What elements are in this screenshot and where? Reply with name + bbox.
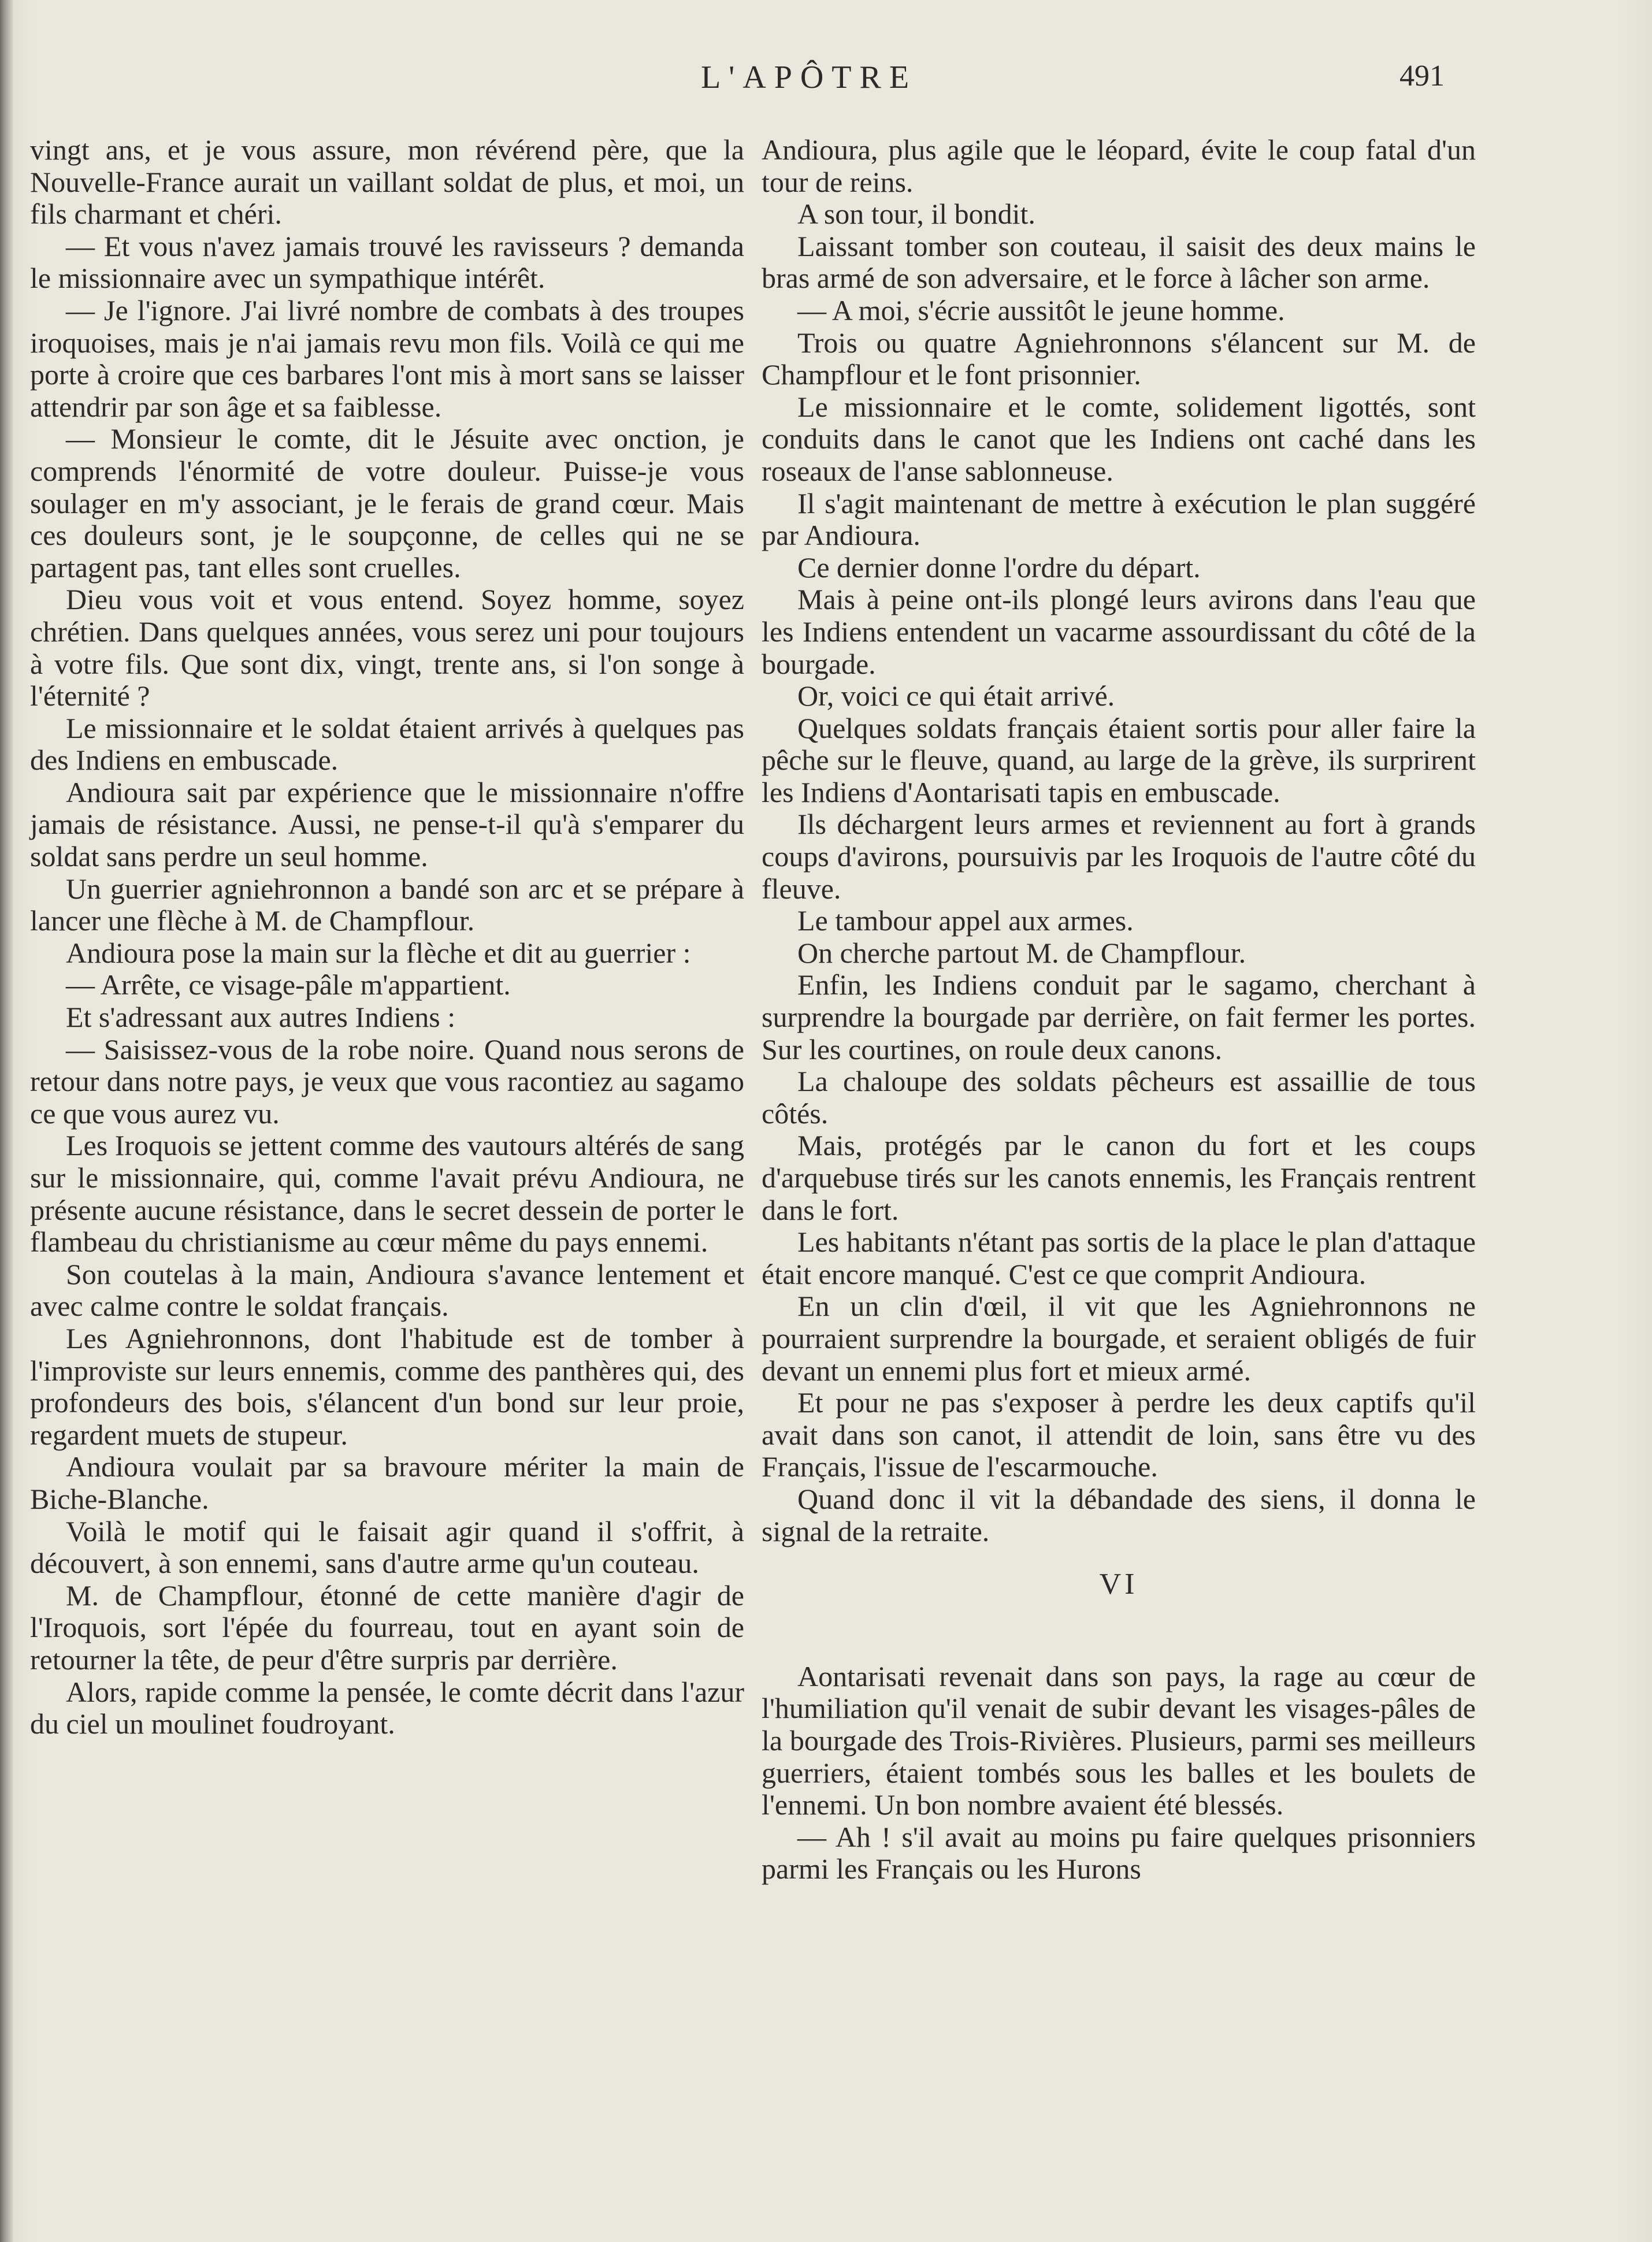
paragraph: — Saisissez-vous de la robe noire. Quand nous serons de retour dans notre pays, je veux que vous racontiez au sagamo ce que vous aurez vu. xyxy=(30,1033,744,1130)
paragraph: vingt ans, et je vous assure, mon révérend père, que la Nouvelle-France aurait un vaillant soldat de plus, et moi, un fils charmant et chéri. xyxy=(30,133,744,231)
paragraph: M. de Champflour, étonné de cette manière d'agir de l'Iroquois, sort l'épée du fourreau, tout en ayant soin de retourner la tête, de peur d'être surpris par derrière. xyxy=(30,1579,744,1676)
page-number: 491 xyxy=(1399,60,1445,92)
paragraph: — Ah ! s'il avait au moins pu faire quelques prisonniers parmi les Français ou les Hurons xyxy=(762,1820,1476,1885)
paragraph: Mais à peine ont-ils plongé leurs avirons dans l'eau que les Indiens entendent un vacarme assourdissant du côté de la bourgade. xyxy=(762,583,1476,680)
paragraph: — Arrête, ce visage-pâle m'appartient. xyxy=(66,968,511,1001)
paragraph: Et pour ne pas s'exposer à perdre les deux captifs qu'il avait dans son canot, il attendit de loin, sans être vu des Français, l'issue de l'escarmouche. xyxy=(762,1386,1476,1483)
book-spine-edge xyxy=(0,0,13,2242)
paragraph: Il s'agit maintenant de mettre à exécution le plan suggéré par Andioura. xyxy=(762,487,1476,552)
paragraph: Les Iroquois se jettent comme des vautours altérés de sang sur le missionnaire, qui, comme l'avait prévu Andioura, ne présente aucune résistance, dans le secret dessein de porter le flambeau du christianisme au cœur même du pays ennemi. xyxy=(30,1129,744,1259)
paragraph: Le missionnaire et le comte, solidement ligottés, sont conduits dans le canot que les Indiens ont caché dans les roseaux de l'anse sablonneuse. xyxy=(762,390,1476,487)
paragraph: Andioura pose la main sur la flèche et dit au guerrier : xyxy=(66,936,691,969)
left-column xyxy=(30,134,744,1740)
paragraph: On cherche partout M. de Champflour. xyxy=(797,936,1246,969)
paragraph: Or, voici ce qui était arrivé. xyxy=(797,680,1115,712)
paragraph: Le missionnaire et le soldat étaient arrivés à quelques pas des Indiens en embuscade. xyxy=(30,711,744,777)
paragraph: Les Agniehronnons, dont l'habitude est de tomber à l'improviste sur leurs ennemis, comme des panthères qui, des profondeurs des bois, s'élancent d'un bond sur leur proie, regardent muets de stupeur. xyxy=(30,1322,744,1451)
paragraph: Quand donc il vit la débandade des siens, il donna le signal de la retraite. xyxy=(762,1482,1476,1547)
paragraph: La chaloupe des soldats pêcheurs est assaillie de tous côtés. xyxy=(762,1065,1476,1130)
paragraph: En un clin d'œil, il vit que les Agniehronnons ne pourraient surprendre la bourgade, et seraient obligés de fuir devant un ennemi plus fort et mieux armé. xyxy=(762,1290,1476,1387)
paragraph: Andioura, plus agile que le léopard, évite le coup fatal d'un tour de reins. xyxy=(762,133,1476,198)
paragraph: — Monsieur le comte, dit le Jésuite avec onction, je comprends l'énormité de votre douleur. Puisse-je vous soulager en m'y associant, je le ferais de grand cœur. Mais ces douleurs sont, je le soupçonne, de celles qui ne se partagent pas, tant elles sont cruelles. xyxy=(30,422,744,584)
paragraph: — Je l'ignore. J'ai livré nombre de combats à des troupes iroquoises, mais je n'ai jamais revu mon fils. Voilà ce qui me porte à croire que ces barbares l'ont mis à mort sans se laisser attendrir par son âge et sa faiblesse. xyxy=(30,294,744,423)
paragraph: Quelques soldats français étaient sortis pour aller faire la pêche sur le fleuve, quand, au large de la grève, ils surprirent les Indiens d'Aontarisati tapis en embuscade. xyxy=(762,711,1476,808)
right-column xyxy=(762,134,1476,1885)
paragraph: Voilà le motif qui le faisait agir quand il s'offrit, à découvert, à son ennemi, sans d'autre arme qu'un couteau. xyxy=(30,1515,744,1580)
paragraph: Trois ou quatre Agniehronnons s'élancent sur M. de Champflour et le font prisonnier. xyxy=(762,326,1476,391)
paragraph: Alors, rapide comme la pensée, le comte décrit dans l'azur du ciel un moulinet foudroyant. xyxy=(30,1675,744,1740)
paragraph: Un guerrier agniehronnon a bandé son arc et se prépare à lancer une flèche à M. de Champflour. xyxy=(30,872,744,937)
section-heading: VI xyxy=(1099,1568,1138,1601)
paragraph: Ils déchargent leurs armes et reviennent au fort à grands coups d'avirons, poursuivis par les Iroquois de l'autre côté du fleuve. xyxy=(762,808,1476,905)
paragraph: A son tour, il bondit. xyxy=(797,198,1035,231)
running-title: L'APÔTRE xyxy=(700,60,918,95)
paragraph: Le tambour appel aux armes. xyxy=(797,904,1134,937)
paragraph: Aontarisati revenait dans son pays, la rage au cœur de l'humiliation qu'il venait de subir devant les visages-pâles de la bourgade des Trois-Rivières. Plusieurs, parmi ses meilleurs guerriers, étaient tombés sous les balles et les boulets de l'ennemi. Un bon nombre avaient été blessés. xyxy=(762,1660,1476,1821)
page-header xyxy=(35,53,1583,105)
paragraph: Dieu vous voit et vous entend. Soyez homme, soyez chrétien. Dans quelques années, vous serez uni pour toujours à votre fils. Que sont dix, vingt, trente ans, si l'on songe à l'éternité ? xyxy=(30,583,744,712)
paragraph: — Et vous n'avez jamais trouvé les ravisseurs ? demanda le missionnaire avec un sympathique intérêt. xyxy=(30,229,744,295)
paragraph: Enfin, les Indiens conduit par le sagamo, cherchant à surprendre la bourgade par derrière, on fait fermer les portes. Sur les courtines, on roule deux canons. xyxy=(762,968,1476,1066)
paragraph: Laissant tomber son couteau, il saisit des deux mains le bras armé de son adversaire, et le force à lâcher son arme. xyxy=(762,229,1476,295)
paragraph: Son coutelas à la main, Andioura s'avance lentement et avec calme contre le soldat français. xyxy=(30,1257,744,1323)
paragraph: Andioura sait par expérience que le missionnaire n'offre jamais de résistance. Aussi, ne pense-t-il qu'à s'emparer du soldat sans perdre un seul homme. xyxy=(30,775,744,873)
paragraph: Mais, protégés par le canon du fort et les coups d'arquebuse tirés sur les canots ennemis, les Français rentrent dans le fort. xyxy=(762,1129,1476,1226)
paragraph: Andioura voulait par sa bravoure mériter la main de Biche-Blanche. xyxy=(30,1450,744,1515)
paragraph: Et s'adressant aux autres Indiens : xyxy=(66,1001,456,1034)
paragraph: — A moi, s'écrie aussitôt le jeune homme. xyxy=(797,294,1285,326)
paragraph: Ce dernier donne l'ordre du départ. xyxy=(797,551,1201,584)
paragraph: Les habitants n'étant pas sortis de la place le plan d'attaque était encore manqué. C'est ce que comprit Andioura. xyxy=(762,1226,1476,1290)
